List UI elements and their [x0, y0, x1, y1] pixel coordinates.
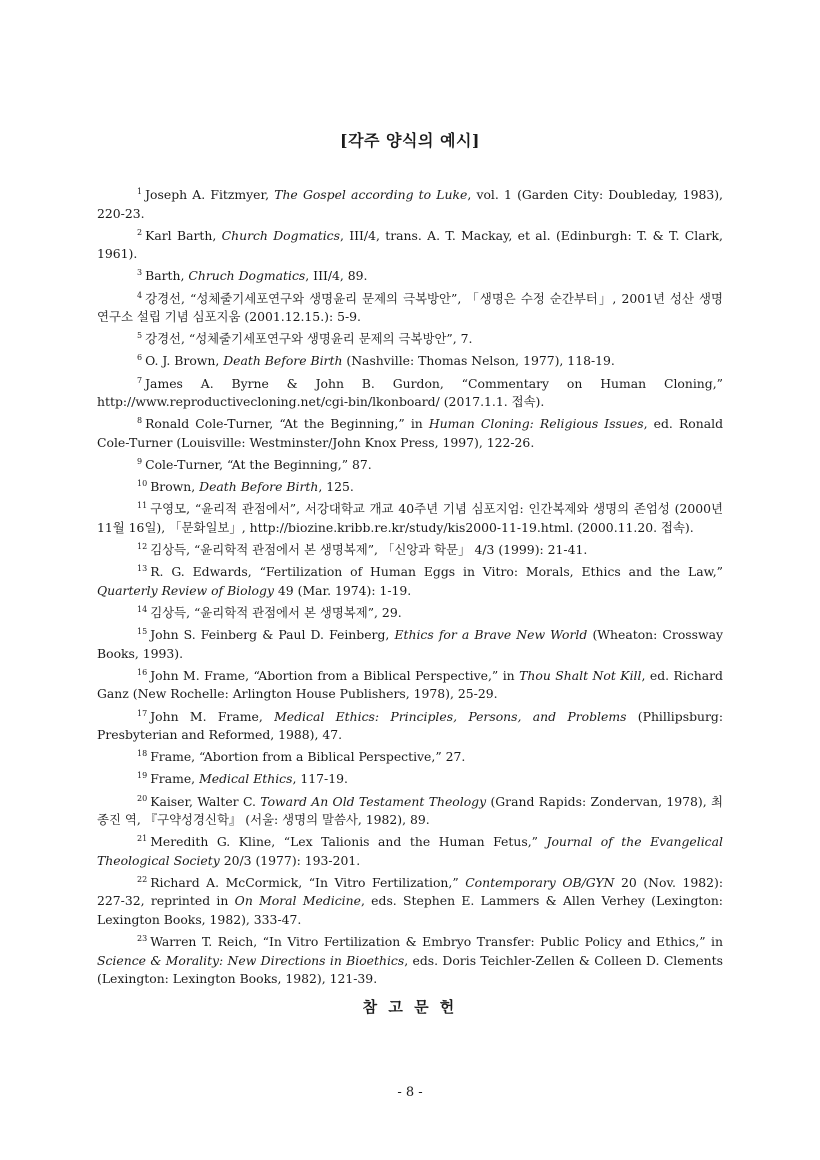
- footnote-number: 16: [137, 667, 148, 677]
- footnote-text: 구영모, “윤리적 관점에서”, 서강대학교 개교 40주년 기념 심포지엄: 인간복제와 생명의 존엄성 (2000년 11월 16일), 「문화일보」, http://biozine.kribb.re.kr/study/kis2000-11-19.html. (2000.11.20. 접속).: [97, 501, 723, 535]
- footnote-4: [97, 290, 723, 327]
- footnote-text: (Wheaton: Crossway Books, 1993).: [97, 627, 723, 661]
- footnote-text: John M. Frame, “Abortion from a Biblical Perspective,” in: [150, 667, 520, 683]
- footnote-13: [97, 563, 723, 600]
- footnote-text: (Phillipsburg: Presbyterian and Reformed, 1988), 47.: [97, 708, 724, 742]
- footnote-14: [97, 604, 723, 623]
- footnote-text: , eds. Stephen E. Lammers & Allen Verhey (Lexington: Lexington Books, 1982), 333-47.: [97, 893, 723, 927]
- footnote-number: 3: [137, 268, 143, 278]
- footnote-number: 4: [137, 290, 143, 300]
- footnote-text: Cole-Turner, “At the Beginning,” 87.: [145, 457, 372, 472]
- footnote-title-italic: Death Before Birth: [199, 479, 319, 495]
- footnote-number: 22: [137, 874, 148, 884]
- footnote-title-italic: On Moral Medicine: [234, 893, 361, 909]
- footnote-title-italic: Death Before Birth: [223, 353, 343, 369]
- footnote-text: (Grand Rapids: Zondervan, 1978), 최종진 역, 『구약성경신학』 (서울: 생명의 말씀사, 1982), 89.: [97, 793, 724, 828]
- footnote-text: John S. Feinberg & Paul D. Feinberg,: [150, 627, 395, 643]
- page-title: [각주 양식의 예시]: [340, 131, 480, 150]
- footnote-text: 20/3 (1977): 193-201.: [219, 852, 361, 868]
- footnote-number: 15: [137, 627, 148, 637]
- footnote-19: [97, 770, 723, 789]
- footnote-title-italic: Human Cloning: Religious Issues: [428, 416, 644, 432]
- footnote-title-italic: Toward An Old Testament Theology: [260, 793, 487, 809]
- footnote-text: , III/4, trans. A. T. Mackay, et al. (Edinburgh: T. & T. Clark, 1961).: [97, 227, 723, 262]
- footnote-text: Brown,: [150, 479, 200, 495]
- footnote-list: [97, 186, 723, 992]
- footnote-text: (Nashville: Thomas Nelson, 1977), 118-19.: [342, 353, 615, 369]
- footnote-text: Joseph A. Fitzmyer,: [145, 187, 275, 202]
- footnote-text: Kaiser, Walter C.: [150, 793, 261, 809]
- footnote-text: , 125.: [318, 479, 354, 495]
- footnote-11: [97, 500, 723, 537]
- footnote-number: 9: [137, 457, 143, 466]
- section-title-references: 참 고 문 헌: [362, 998, 458, 1016]
- footnote-number: 20: [137, 793, 148, 803]
- footnote-text: Barth,: [145, 268, 189, 284]
- footnote-16: [97, 667, 723, 704]
- footnote-title-italic: Quarterly Review of Biology: [97, 582, 274, 598]
- footnote-title-italic: Contemporary OB/GYN: [465, 874, 615, 890]
- footnote-text: , eds. Doris Teichler-Zellen & Colleen D. Clements (Lexington: Lexington Books, 1982), 121-39.: [97, 952, 724, 987]
- footnote-text: Meredith G. Kline, “Lex Talionis and the Human Fetus,”: [150, 834, 547, 850]
- footnote-text: 20 (Nov. 1982): 227-32, reprinted in: [97, 874, 723, 909]
- footnote-number: 19: [137, 771, 148, 781]
- footnote-title-italic: Medical Ethics: [199, 771, 293, 787]
- footnote-text: 강경선, “성체줄기세포연구와 생명윤리 문제의 극복방안”, 7.: [145, 331, 473, 347]
- footnote-6: [97, 352, 723, 371]
- footnote-10: [97, 478, 723, 497]
- footnote-title-italic: Chruch Dogmatics: [188, 268, 306, 284]
- footnote-text: Frame,: [150, 771, 200, 787]
- footnote-title-italic: Science & Morality: New Directions in Bioethics: [97, 952, 405, 968]
- footnote-text: Karl Barth,: [145, 227, 222, 243]
- footnote-1: [97, 186, 723, 223]
- footnote-22: [97, 874, 723, 930]
- footnote-text: R. G. Edwards, “Fertilization of Human Eggs in Vitro: Morals, Ethics and the Law,”: [150, 564, 723, 580]
- footnote-number: 18: [137, 749, 148, 759]
- footnote-number: 14: [137, 604, 148, 614]
- footnote-text: 김상득, “윤리학적 관점에서 본 생명복제”, 29.: [150, 604, 402, 620]
- footnote-title-italic: Medical Ethics: Principles, Persons, and Problems: [274, 708, 627, 724]
- footnote-23: [97, 933, 723, 989]
- footnote-text: Ronald Cole-Turner, “At the Beginning,” in: [145, 416, 429, 432]
- footnote-text: Richard A. McCormick, “In Vitro Fertilization,”: [150, 874, 466, 890]
- footnote-text: 김상득, “윤리학적 관점에서 본 생명복제”, 「신앙과 학문」 4/3 (1999): 21-41.: [150, 542, 588, 558]
- footnote-7: [97, 375, 723, 412]
- footnote-18: [97, 748, 723, 767]
- footnote-12: [97, 541, 723, 560]
- footnote-21: [97, 833, 723, 870]
- footnote-text: , ed. Ronald Cole-Turner (Louisville: Westminster/John Knox Press, 1997), 122-26.: [97, 416, 723, 450]
- footnote-15: [97, 626, 723, 663]
- footnote-title-italic: Thou Shalt Not Kill: [519, 667, 642, 683]
- footnote-text: 49 (Mar. 1974): 1-19.: [273, 582, 412, 598]
- footnote-number: 6: [137, 353, 143, 363]
- page-number: - 8 -: [397, 1085, 423, 1100]
- footnote-number: 11: [137, 501, 148, 511]
- footnote-number: 23: [137, 934, 148, 944]
- footnote-text: , 117-19.: [292, 771, 348, 787]
- footnote-number: 12: [137, 542, 148, 552]
- footnote-text: , ed. Richard Ganz (New Rochelle: Arlington House Publishers, 1978), 25-29.: [97, 667, 723, 702]
- footnote-title-italic: Ethics for a Brave New World: [394, 627, 588, 643]
- footnote-2: [97, 227, 723, 264]
- footnote-number: 8: [137, 416, 143, 426]
- footnote-number: 7: [137, 375, 143, 385]
- footnote-text: 강경선, “성체줄기세포연구와 생명윤리 문제의 극복방안”, 「생명은 수정 순간부터」, 2001년 성산 생명 연구소 설립 기념 심포지움 (2001.12.15.): 5-9.: [97, 290, 723, 325]
- footnote-3: [97, 267, 723, 286]
- footnote-number: 5: [137, 331, 143, 341]
- footnote-text: John M. Frame,: [150, 708, 275, 724]
- footnote-20: [97, 793, 723, 830]
- footnote-9: [97, 456, 723, 475]
- footnote-17: [97, 708, 723, 745]
- footnote-text: , III/4, 89.: [305, 268, 368, 284]
- footnote-text: Warren T. Reich, “In Vitro Fertilization & Embryo Transfer: Public Policy and Ethics,” in: [150, 934, 723, 950]
- footnote-number: 1: [137, 187, 143, 196]
- footnote-8: [97, 415, 723, 452]
- footnote-text: , vol. 1 (Garden City: Doubleday, 1983), 220-23.: [97, 187, 723, 221]
- footnote-text: O. J. Brown,: [145, 353, 224, 369]
- footnote-text: Frame, “Abortion from a Biblical Perspective,” 27.: [150, 749, 466, 765]
- footnote-number: 2: [137, 227, 143, 237]
- footnote-5: [97, 330, 723, 349]
- footnote-number: 13: [137, 564, 148, 574]
- footnote-number: 17: [137, 708, 148, 718]
- footnote-number: 10: [137, 479, 148, 489]
- footnote-text: James A. Byrne & John B. Gurdon, “Commentary on Human Cloning,” http://www.reproductivecloning.net/cgi-bin/lkonboard/ (2017.1.1. 접속).: [97, 375, 723, 410]
- footnote-title-italic: The Gospel according to Luke: [274, 187, 468, 202]
- footnote-title-italic: Church Dogmatics: [221, 227, 340, 243]
- footnote-number: 21: [137, 834, 148, 844]
- footnote-title-italic: Journal of the Evangelical Theological Society: [97, 834, 723, 868]
